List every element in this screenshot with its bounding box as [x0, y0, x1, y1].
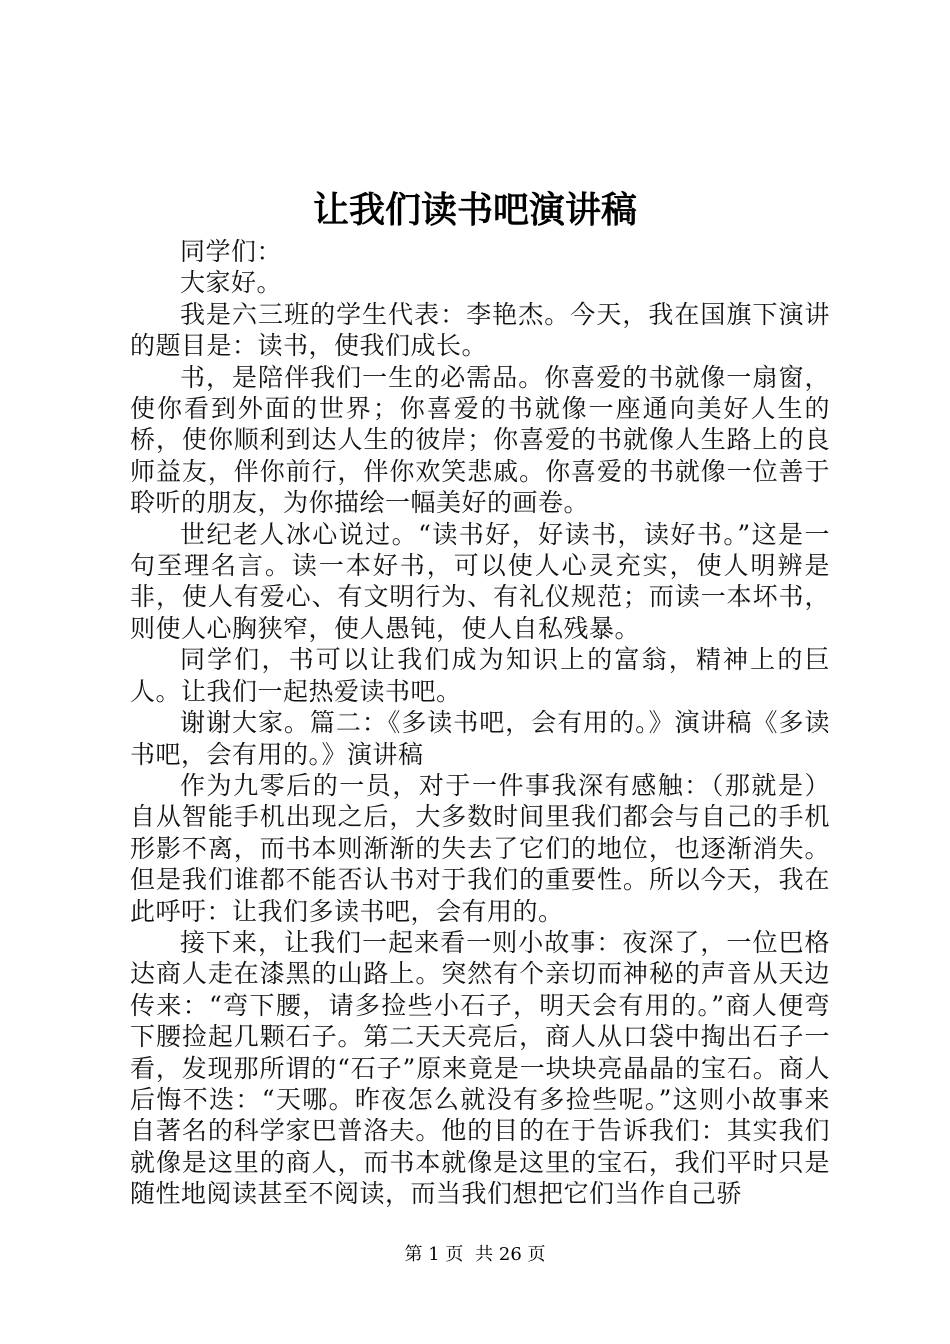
document-body [130, 236, 830, 1210]
paragraph: 世纪老人冰心说过。“读书好，好读书，读好书。”这是一句至理名言。读一本好书，可以使人心灵充实，使人明辨是非，使人有爱心、有文明行为、有礼仪规范；而读一本坏书，则使人心胸狭窄，使人愚钝，使人自私残暴。 [130, 519, 830, 643]
page-footer [0, 1240, 950, 1266]
paragraph: 同学们，书可以让我们成为知识上的富翁，精神上的巨人。让我们一起热爱读书吧。 [130, 645, 830, 706]
paragraph: 谢谢大家。篇二：《多读书吧，会有用的。》演讲稿《多读书吧，会有用的。》演讲稿 [130, 708, 830, 769]
paragraph: 大家好。 [180, 268, 283, 298]
paragraph: 书，是陪伴我们一生的必需品。你喜爱的书就像一扇窗，使你看到外面的世界；你喜爱的书就像一座通向美好人生的桥，使你顺利到达人生的彼岸；你喜爱的书就像人生路上的良师益友，伴你前行，伴你欢笑悲戚。你喜爱的书就像一位善于聆听的朋友，为你描绘一幅美好的画卷。 [130, 362, 830, 518]
paragraph: 作为九零后的一员，对于一件事我深有感触：（那就是）自从智能手机出现之后，大多数时间里我们都会与自己的手机形影不离，而书本则渐渐的失去了它们的地位，也逐渐消失。但是我们谁都不能否认书对于我们的重要性。所以今天，我在此呼吁：让我们多读书吧，会有用的。 [130, 770, 830, 926]
paragraph: 接下来，让我们一起来看一则小故事：夜深了，一位巴格达商人走在漆黑的山路上。突然有个亲切而神秘的声音从天边传来：“弯下腰，请多捡些小石子，明天会有用的。”商人便弯下腰捡起几颗石子。第二天天亮后，商人从口袋中掏出石子一看，发现那所谓的“石子”原来竟是一块块亮晶晶的宝石。商人后悔不迭：“天哪。昨夜怎么就没有多捡些呢。”这则小故事来自著名的科学家巴普洛夫。他的目的在于告诉我们：其实我们就像是这里的商人，而书本就像是这里的宝石，我们平时只是随性地阅读甚至不阅读，而当我们想把它们当作自己骄 [130, 927, 830, 1209]
page-number: 第 1 页 [404, 1244, 464, 1265]
paragraph: 我是六三班的学生代表：李艳杰。今天，我在国旗下演讲的题目是：读书，使我们成长。 [130, 299, 830, 361]
page-total: 共 26 页 [475, 1244, 546, 1265]
paragraph: 同学们： [180, 237, 283, 266]
document-title: 让我们读书吧演讲稿 [312, 189, 637, 231]
